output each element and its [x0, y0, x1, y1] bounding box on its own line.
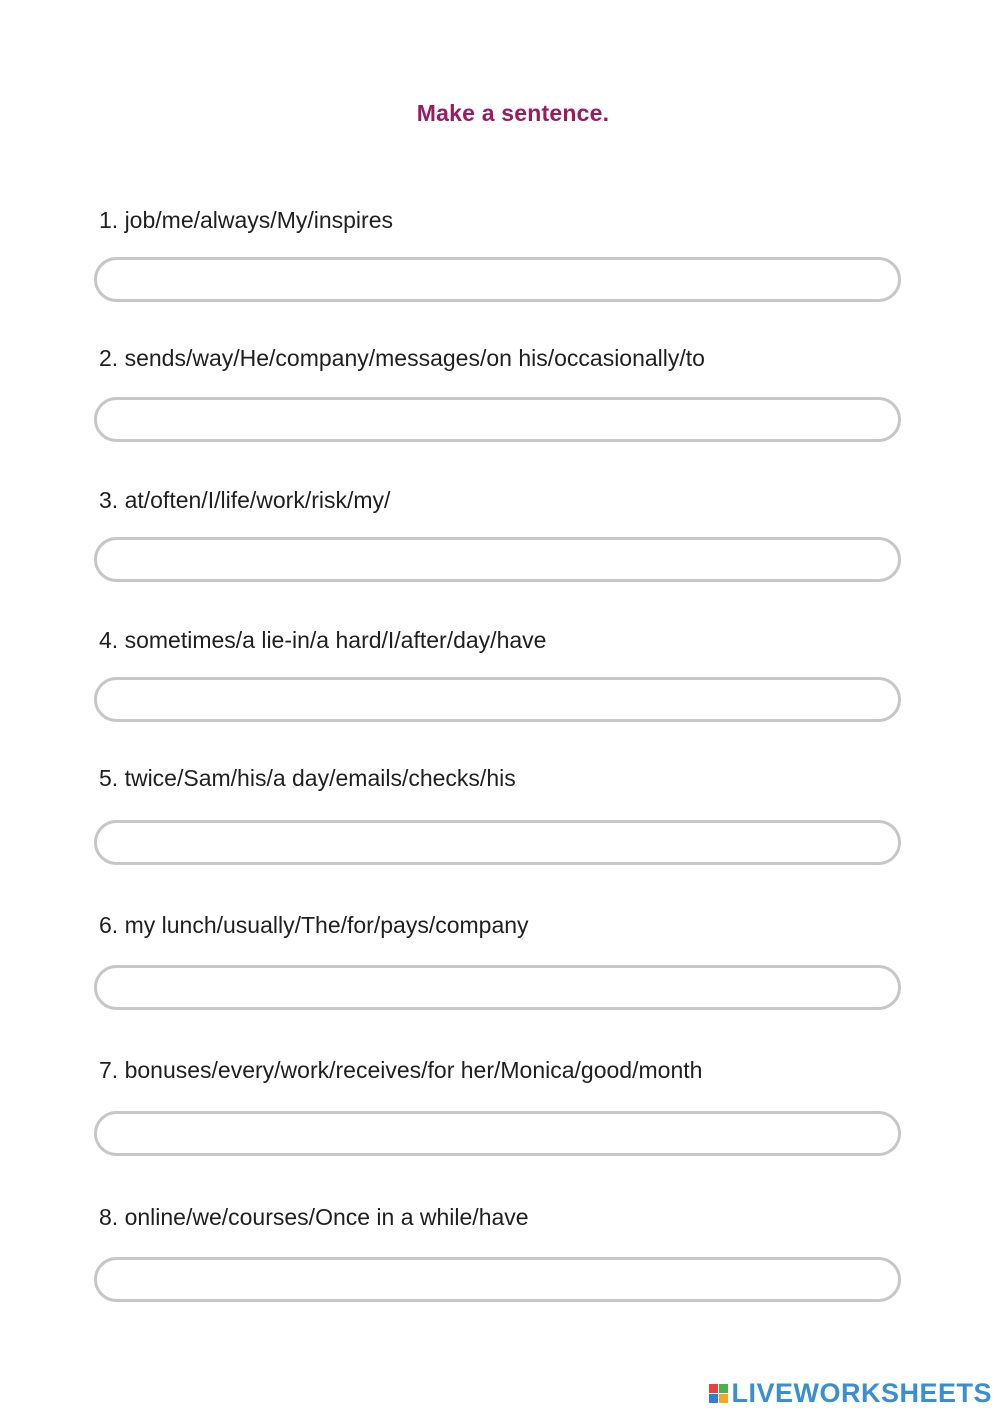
- answer-input-6[interactable]: [94, 965, 901, 1010]
- answer-input-5[interactable]: [94, 820, 901, 865]
- question-7-prompt: 7. bonuses/every/work/receives/for her/Monica/good/month: [99, 1057, 703, 1083]
- answer-input-1[interactable]: [94, 257, 901, 302]
- liveworksheets-logo: [709, 1376, 992, 1410]
- logo-square-red: [709, 1384, 718, 1393]
- question-5-prompt: 5. twice/Sam/his/a day/emails/checks/his: [99, 765, 516, 791]
- logo-square-blue: [709, 1394, 718, 1403]
- logo-square-green: [719, 1384, 728, 1393]
- answer-input-2[interactable]: [94, 397, 901, 442]
- question-8-prompt: 8. online/we/courses/Once in a while/have: [99, 1204, 529, 1230]
- question-6-prompt: 6. my lunch/usually/The/for/pays/company: [99, 912, 529, 938]
- question-1-prompt: 1. job/me/always/My/inspires: [99, 207, 393, 233]
- answer-input-4[interactable]: [94, 677, 901, 722]
- answer-input-8[interactable]: [94, 1257, 901, 1302]
- answer-input-7[interactable]: [94, 1111, 901, 1156]
- liveworksheets-logo-icon: [709, 1384, 728, 1403]
- question-3-prompt: 3. at/often/I/life/work/risk/my/: [99, 487, 391, 513]
- logo-square-orange: [719, 1394, 728, 1403]
- worksheet-title: Make a sentence.: [416, 100, 610, 126]
- question-2-prompt: 2. sends/way/He/company/messages/on his/occasionally/to: [99, 345, 705, 371]
- answer-input-3[interactable]: [94, 537, 901, 582]
- logo-text: LIVEWORKSHEETS: [731, 1377, 992, 1408]
- question-4-prompt: 4. sometimes/a lie-in/a hard/I/after/day/have: [99, 627, 547, 653]
